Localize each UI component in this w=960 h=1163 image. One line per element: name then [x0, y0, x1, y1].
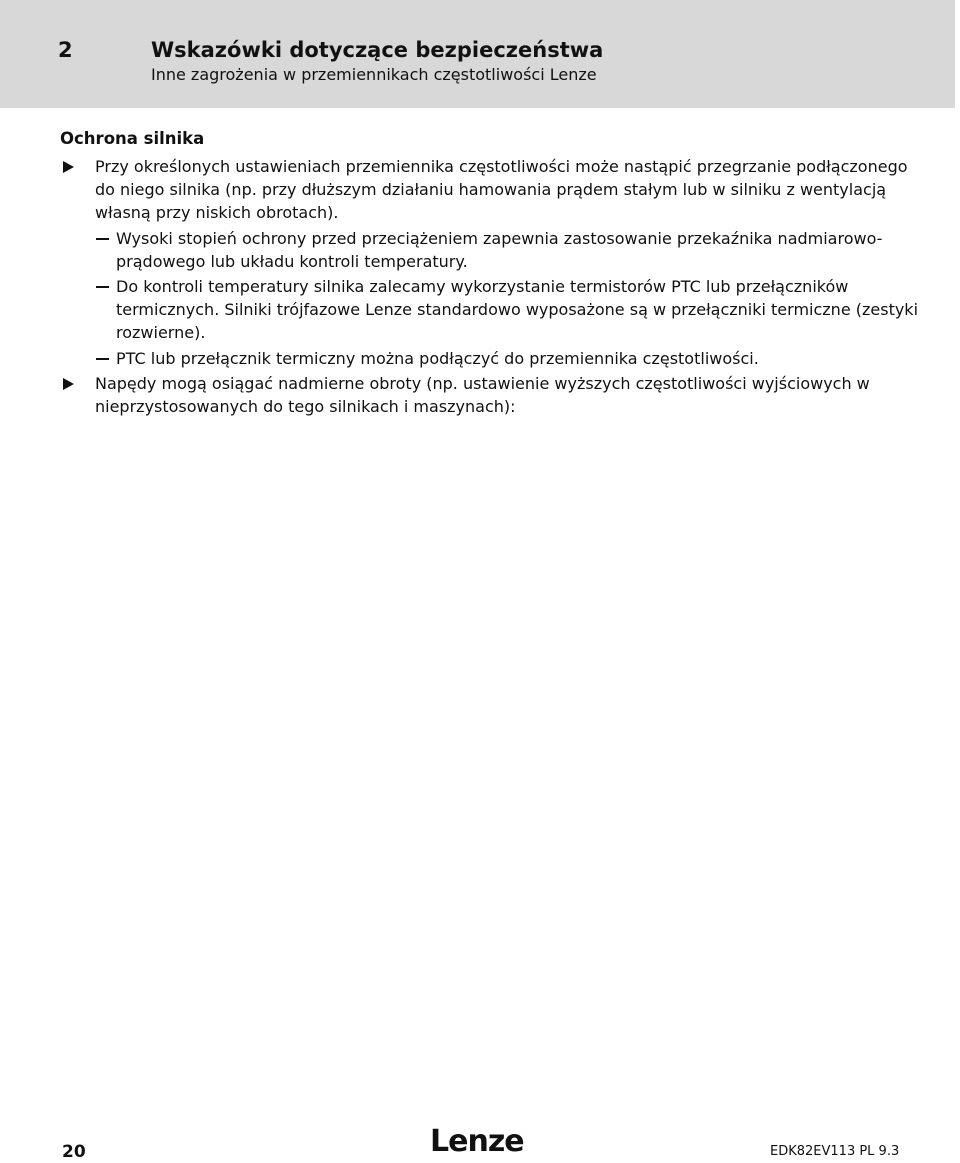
sub-list-item	[60, 275, 920, 345]
bullet-item	[60, 372, 920, 418]
section-content	[60, 155, 920, 420]
sub-item-text: Wysoki stopień ochrony przed przeciążeniem zapewnia zastosowanie przekaźnika nadmiarowo-prądowego lub układu kontroli temperatury.	[116, 228, 883, 271]
dash-icon	[96, 358, 109, 360]
bullet-text: Przy określonych ustawieniach przemiennika częstotliwości może nastąpić przegrzanie podłączonego do niego silnika (np. przy dłuższym działaniu hamowania prądem stałym lub w silniku z wentylacją własną przy niskich obrotach).	[95, 157, 908, 223]
sub-item-text: PTC lub przełącznik termiczny można podłączyć do przemiennika częstotliwości.	[116, 348, 759, 368]
document-code: EDK82EV113 PL 9.3	[770, 1144, 900, 1159]
arrow-bullet-icon	[63, 161, 74, 173]
dash-icon	[96, 286, 109, 288]
section-heading: Ochrona silnika	[60, 129, 205, 148]
chapter-number: 2	[58, 38, 73, 62]
sub-item-text: Do kontroli temperatury silnika zalecamy wykorzystanie termistorów PTC lub przełączników termicznych. Silniki trójfazowe Lenze standardowo wyposażone są w przełączniki termiczne (zestyki rozwierne).	[116, 277, 919, 343]
chapter-title: Wskazówki dotyczące bezpieczeństwa	[151, 38, 604, 62]
dash-icon	[96, 238, 109, 240]
lenze-logo: Lenze	[430, 1124, 524, 1159]
arrow-bullet-icon	[63, 378, 74, 390]
sub-list-item	[60, 347, 920, 370]
page-number: 20	[62, 1142, 86, 1162]
chapter-subtitle: Inne zagrożenia w przemiennikach częstotliwości Lenze	[151, 65, 597, 84]
sub-list-item	[60, 227, 920, 273]
bullet-text: Napędy mogą osiągać nadmierne obroty (np. ustawienie wyższych częstotliwości wyjściowych w nieprzystosowanych do tego silnikach i maszynach):	[95, 373, 870, 417]
bullet-item	[60, 155, 920, 225]
page-header	[0, 0, 955, 108]
